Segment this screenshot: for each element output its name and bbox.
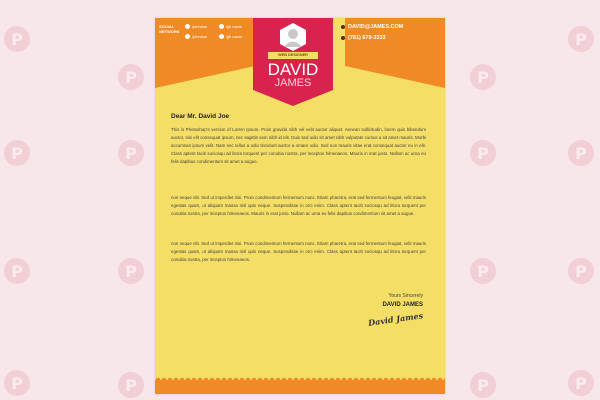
- watermark-logo-icon: P: [470, 64, 496, 90]
- avatar-icon: [278, 22, 308, 52]
- body-paragraph: This is Photoshop's version of Lorem Ipsum. Proin gravida nibh vel velit auctor aliquet. Aenean sollicitudin, lorem quis bibendum auctor, nisi elit consequat ipsum, nec sagittis sem nibh id elit. Duis sed odio sit amet nibh vulputate cursus a sit amet mauris. Morbi accumsan ipsum velit. Nam nec tellus a odio tincidunt auctor a ornare odio. Sed non mauris vitae erat consequat auctor eu in elit. Class aptent taciti sociosqu ad litora torquent per conubia nostra, per inceptos himenaeos. Mauris in erat justo. Nullam ac urna eu felis dapibus condimentum sit amet a augue.: [171, 127, 426, 164]
- watermark-logo-icon: P: [4, 140, 30, 166]
- closing-phrase: Yours Sincerely: [388, 293, 423, 299]
- watermark-logo-icon: P: [568, 26, 594, 52]
- social-link: /johndoe: [185, 34, 207, 39]
- watermark-logo-icon: P: [4, 258, 30, 284]
- letterhead-page: [155, 18, 445, 394]
- watermark-logo-icon: P: [118, 372, 144, 398]
- watermark-logo-icon: P: [470, 258, 496, 284]
- watermark-logo-icon: P: [568, 370, 594, 396]
- social-link: /jjh name: [219, 24, 242, 29]
- watermark-logo-icon: P: [470, 140, 496, 166]
- watermark-logo-icon: P: [568, 258, 594, 284]
- watermark-logo-icon: P: [118, 64, 144, 90]
- profile-banner-tip: [253, 90, 333, 106]
- signature: David James: [367, 310, 424, 328]
- signer-name: DAVID JAMES: [382, 302, 423, 308]
- twitter-icon: [185, 34, 190, 39]
- contact-phone: (781) 679-3333: [341, 35, 386, 41]
- header-right-slant: [345, 66, 445, 88]
- watermark-logo-icon: P: [4, 26, 30, 52]
- footer-band: [155, 380, 445, 394]
- header-left-slant: [155, 66, 255, 88]
- social-link: /jjh name: [219, 34, 242, 39]
- last-name: JAMES: [274, 77, 312, 89]
- body-paragraph: non neque elit. Sed ut imperdiet nisi. Proin condimentum fermentum nunc. Etiam pharetra, erat sed fermentum feugiat, velit mauris egestas quam, ut aliquam massa nisl quis neque. Suspendisse in orci enim. Class aptent taciti sociosqu ad litora torquent per conubia nostra, per inceptos himenaeos.: [171, 241, 426, 262]
- social-network-label: SOCIAL NETWORK: [159, 24, 180, 34]
- watermark-logo-icon: P: [118, 140, 144, 166]
- linkedin-icon: [219, 34, 224, 39]
- google-plus-icon: [219, 24, 224, 29]
- salutation: Dear Mr. David Joe: [171, 113, 230, 120]
- contact-email: DAVID@JAMES.COM: [341, 24, 403, 30]
- role-ribbon: WEB DESIGNER: [268, 52, 318, 59]
- email-icon: [341, 25, 345, 29]
- watermark-logo-icon: P: [118, 258, 144, 284]
- watermark-logo-icon: P: [470, 372, 496, 398]
- social-link: /johndoe: [185, 24, 207, 29]
- watermark-logo-icon: P: [4, 370, 30, 396]
- body-paragraph: non neque elit. Sed ut imperdiet nisi. Proin condimentum fermentum nunc. Etiam pharetra, erat sed fermentum feugiat, velit mauris egestas quam, ut aliquam massa nisl quis neque. Suspendisse in orci enim. Class aptent taciti sociosqu ad litora torquent per conubia nostra, per inceptos himenaeos. Mauris in erat justo. Nullam ac urna eu felis dapibus condimentum sit amet a augue.: [171, 195, 426, 216]
- phone-icon: [341, 36, 345, 40]
- closing-block: [382, 293, 423, 308]
- first-name: DAVID: [267, 60, 319, 79]
- facebook-icon: [185, 24, 190, 29]
- watermark-logo-icon: P: [568, 140, 594, 166]
